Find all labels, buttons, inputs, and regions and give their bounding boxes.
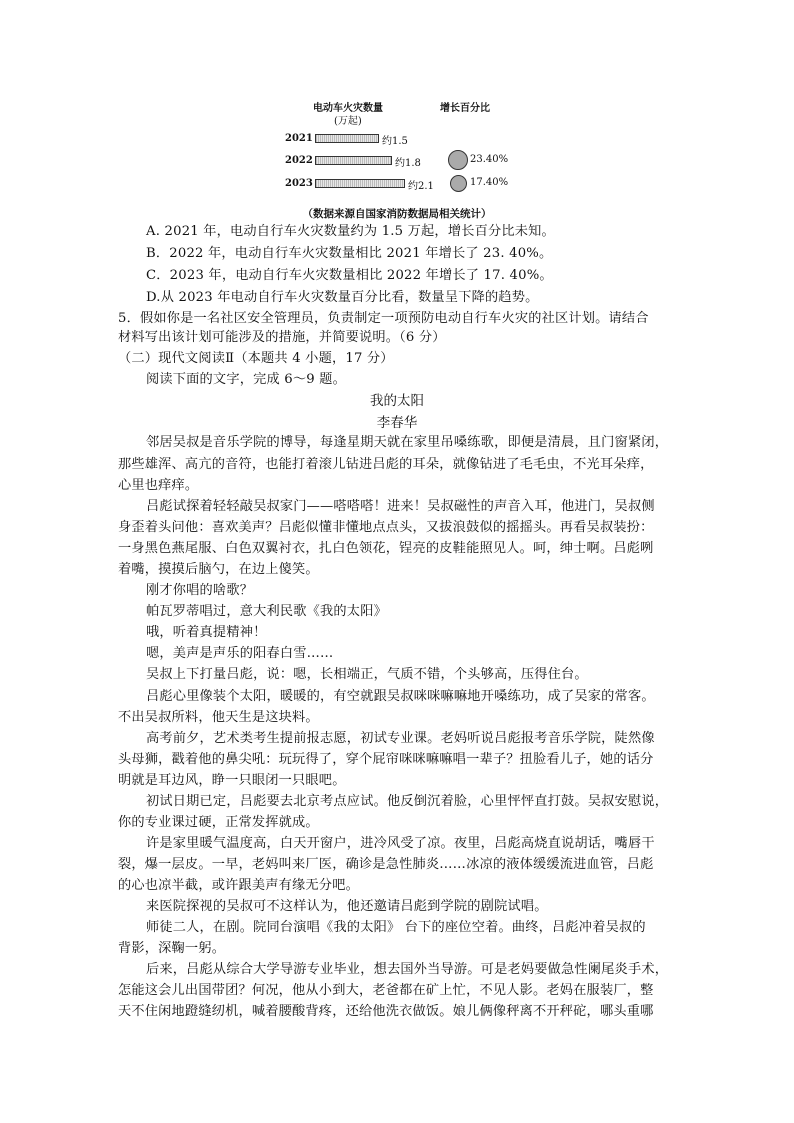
bar-2022 bbox=[315, 156, 392, 165]
article-title: 我的太阳 bbox=[370, 393, 424, 409]
article-line: 身歪着头问他：喜欢美声？吕彪似懂非懂地点点头，又拔浪鼓似的摇摇头。再看吴叔装扮： bbox=[118, 520, 654, 535]
year-label-2021: 2021 bbox=[285, 133, 313, 144]
growth-circle-2023 bbox=[450, 175, 467, 192]
article-line: 不出吴叔所料，他天生是这块料。 bbox=[118, 710, 319, 725]
article-line: 师徒二人，在剧。院同台演唱《我的太阳》 台下的座位空着。曲终，吕彪冲着吴叔的 bbox=[146, 920, 646, 935]
article-line: 头母狮，戳着他的鼻尖吼：玩玩得了，穿个屁帘咪咪嘛嘛唱一辈子？扭脸看儿子，她的话分 bbox=[118, 752, 654, 767]
article-line: 高考前夕，艺术类考生提前报志愿，初试专业课。老妈听说吕彪报考音乐学院，陡然像 bbox=[146, 731, 655, 746]
article-line: 的心也凉半截，或许跟美声有缘无分吧。 bbox=[118, 878, 359, 893]
chart-right-title: 增长百分比 bbox=[440, 103, 490, 114]
growth-circle-2022 bbox=[448, 150, 468, 170]
article-author: 李春华 bbox=[376, 415, 418, 431]
question-5-line-2: 材料写出该计划可能涉及的措施，并简要说明。（6 分） bbox=[118, 330, 446, 345]
article-line: 吴叔上下打量吕彪，说：嗯，长相端正，气质不错，个头够高，压得住台。 bbox=[146, 667, 588, 682]
article-line: 明就是耳边风，睁一只眼闭一只眼吧。 bbox=[118, 773, 346, 788]
value-label-2022: 约1.8 bbox=[395, 158, 421, 169]
chart-left-title: 电动车火灾数量 bbox=[313, 103, 383, 114]
article-line: 哦，听着真提精神！ bbox=[146, 625, 267, 640]
growth-label-2022: 23.40% bbox=[470, 154, 509, 165]
article-line: 天不住闲地蹬缝纫机，喊着腰酸背疼，还给他洗衣做饭。娘儿俩像秤离不开秤砣，哪头重哪 bbox=[118, 1004, 654, 1019]
article-line: 来医院探视的吴叔可不这样认为，他还邀请吕彪到学院的剧院试唱。 bbox=[146, 899, 548, 914]
option-c: C．2023 年，电动自行车火灾数量相比 2022 年增长了 17. 40%。 bbox=[146, 268, 553, 283]
article-line: 刚才你唱的啥歌？ bbox=[146, 583, 254, 598]
article-line: 一身黑色燕尾服、白色双翼衬衣，扎白色领花，锃亮的皮鞋能照见人。呵，绅士啊。吕彪咧 bbox=[118, 541, 654, 556]
article-line: 嗯，美声是声乐的阳春白雪…… bbox=[146, 646, 334, 661]
year-label-2023: 2023 bbox=[285, 178, 313, 189]
section-instruction: 阅读下面的文字，完成 6～9 题。 bbox=[146, 372, 347, 387]
article-line: 许是家里暖气温度高，白天开窗户，进冷风受了凉。夜里，吕彪高烧直说胡话，嘴唇干 bbox=[146, 836, 655, 851]
article-line: 那些雄浑、高亢的音符，也能打着滚儿钻进吕彪的耳朵，就像钻进了毛毛虫，不光耳朵痒， bbox=[118, 457, 654, 472]
value-label-2023: 约2.1 bbox=[408, 181, 434, 192]
article-line: 着嘴，摸摸后脑勺，在边上傻笑。 bbox=[118, 562, 319, 577]
article-line: 帕瓦罗蒂唱过，意大利民歌《我的太阳》 bbox=[146, 604, 387, 619]
question-5-line-1: 5．假如你是一名社区安全管理员，负责制定一项预防电动自行车火灾的社区计划。请结合 bbox=[118, 311, 649, 326]
bar-2023 bbox=[315, 179, 405, 188]
article-line: 你的专业课过硬，正常发挥就成。 bbox=[118, 815, 319, 830]
value-label-2021: 约1.5 bbox=[382, 136, 408, 147]
option-b: B．2022 年，电动自行车火灾数量相比 2021 年增长了 23. 40%。 bbox=[146, 246, 553, 261]
year-label-2022: 2022 bbox=[285, 155, 313, 166]
option-a: A. 2021 年，电动自行车火灾数量约为 1.5 万起，增长百分比未知。 bbox=[146, 224, 555, 239]
chart-left-unit: (万起) bbox=[334, 116, 362, 127]
chart-source-note: （数据来源自国家消防数据局相关统计） bbox=[302, 208, 492, 220]
article-line: 裂，爆一层皮。一早，老妈叫来厂医，确诊是急性肺炎……冰凉的液体缓缓流进血管，吕彪 bbox=[118, 857, 654, 872]
article-line: 后来，吕彪从综合大学导游专业毕业，想去国外当导游。可是老妈要做急性阑尾炎手术， bbox=[146, 962, 669, 977]
section-heading: （二）现代文阅读Ⅱ（本题共 4 小题，17 分） bbox=[118, 351, 394, 366]
article-line: 心里也痒痒。 bbox=[118, 478, 199, 493]
article-line: 吕彪试探着轻轻敲吴叔家门——嗒嗒嗒！进来！吴叔磁性的声音入耳，他进门，吴叔侧 bbox=[146, 499, 655, 514]
bar-2021 bbox=[315, 134, 379, 143]
growth-label-2023: 17.40% bbox=[470, 177, 509, 188]
article-line: 吕彪心里像装个太阳，暖暖的，有空就跟吴叔咪咪嘛嘛地开嗓练功，成了吴家的常客。 bbox=[146, 689, 655, 704]
bar-chart bbox=[280, 96, 540, 196]
option-d: D.从 2023 年电动自行车火灾数量百分比看，数量呈下降的趋势。 bbox=[146, 290, 539, 305]
article-line: 怎能这会儿出国带团？何况，他从小到大，老爸都在矿上忙，不见人影。老妈在服装厂，整 bbox=[118, 983, 654, 998]
article-line: 背影，深鞠一躬。 bbox=[118, 941, 226, 956]
article-line: 邻居吴叔是音乐学院的博导，每逢星期天就在家里吊嗓练歌，即便是清晨，且门窗紧闭， bbox=[146, 435, 669, 450]
article-line: 初试日期已定，吕彪要去北京考点应试。他反倒沉着脸，心里怦怦直打鼓。吴叔安慰说， bbox=[146, 794, 669, 809]
